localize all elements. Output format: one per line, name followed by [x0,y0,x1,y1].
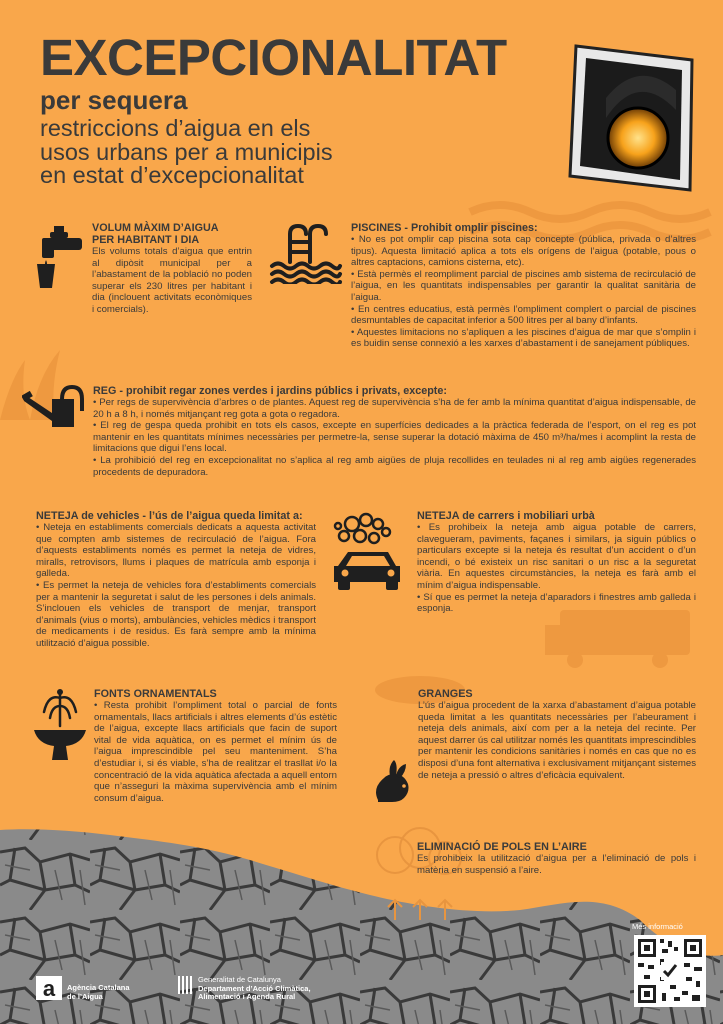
vehicles-item: • Es permet la neteja de vehicles fora d’establiments comercials per a mantenir la seguretat i salut de les persones i dels animals. S’inclouen els vehicles de transport de menjar, transport d’animals (vius o morts), ambulàncies, vehicles mèdics i transport de medicaments i de residus. Es farà sempre amb la mínima utilització d’aigua possible. [36,579,316,649]
aca-line: de l’Aigua [67,991,103,1001]
qr-code-icon[interactable] [634,935,706,1007]
section-vehicles [36,510,316,650]
generalitat-logo-icon [178,976,192,994]
vehicles-title: NETEJA de vehicles - l’ús de l’aigua queda limitat a: [36,510,303,522]
granges-title: GRANGES [418,688,473,700]
carrers-item: • Es prohibeix la neteja amb aigua potable de carrers, clavegueram, paviments, façanes i similars, ja siguin públics o particulars excepte si la neteja és resultat d’un accident o d’un incendi, o bé existeix un risc sanitari o un risc a la seguretat viària. En aquestes circumstàncies, la neteja es farà amb el mínim d’aigua indispensable. [417,522,696,591]
section-volum [92,222,252,316]
traffic-light-icon [566,40,701,200]
reg-text [93,397,696,478]
piscines-title: PISCINES - Prohibit omplir piscines: [351,222,538,234]
piscines-item: • En centres educatius, està permès l’ompliment complert o parcial de piscines desmuntables de capacitat inferior a 500 litres per al bany d’infants. [351,303,696,327]
fonts-title: FONTS ORNAMENTALS [94,688,217,700]
rabbit-icon [368,758,414,804]
carrers-text [417,522,696,615]
gencat-name [198,976,311,1002]
section-fonts [94,688,337,804]
vehicles-text [36,522,316,650]
piscines-text [351,234,696,350]
piscines-item: • Està permès el reompliment parcial de piscines amb sistema de recirculació de l’aigua, en les quantitats indispensables per garantir la qualitat sanitària de l’aigua. [351,268,696,303]
svg-text:a: a [42,976,56,1001]
gencat-line: Generalitat de Catalunya [198,975,281,984]
pols-text: Es prohibeix la utilització d’aigua per a l’eliminació de pols i matèria en suspensió a l’aire. [417,853,696,876]
section-reg [93,385,696,478]
reg-title: REG - prohibit regar zones verdes i jardins públics i privats, excepte: [93,385,447,397]
volum-text: Els volums totals d’aigua que entrin al dipòsit municipal per a l’abastament de la població no poden superar els 230 litres per habitant i dia (inclouent activitats econòmiques i comercials). [92,246,252,315]
page-title: EXCEPCIONALITAT [40,29,507,86]
reg-item: • La prohibició del reg en excepcionalitat no s’aplica al reg amb aigües de pluja recollides en teulades ni al reg amb aigües regenerades procedents de depuradora. [93,454,696,478]
gencat-line: Alimentació i Agenda Rural [198,992,296,1001]
vehicles-item: • Neteja en establiments comercials dedicats a aquesta activitat que compten amb sistemes de recirculació de l’aigua. Fora d’aquests establiments només es permet la neteja de vidres, miralls, retrovisors, llums i plaques de matrícula amb esponja i galleda. [36,522,316,580]
volum-title-line: PER HABITANT I DIA [92,234,200,246]
carrers-title: NETEJA de carrers i mobiliari urbà [417,510,595,522]
car-wash-icon [330,510,405,592]
fountain-icon [30,686,90,764]
section-piscines [351,222,696,350]
fonts-text: • Resta prohibit l’ompliment total o parcial de fonts ornamentals, llacs artificials i altres elements d’ús estètic de l’aigua, excepte llacs artificials que facin de suport vital de vida aquàtica, on es permet el mínim ús de l’aigua imprescindible pel seu manteniment. S’ha d’estudiar i, si és viable, s’ha de realitzar el trasllat i/o la concentració de la vida aquàtica afectada a aquell entorn que n’asseguri la màxima supervivència amb el mínim consum d’aigua. [94,700,337,804]
header-line: restriccions d’aigua en els [40,115,311,141]
tap-icon [32,224,87,292]
section-carrers [417,510,696,615]
aca-logo-icon [36,976,62,1004]
piscines-item: • No es pot omplir cap piscina sota cap concepte (pública, privada o d’altres tipus). Aquesta limitació aplica a tots els orígens de l’aigua (potable, pous o altres captacions, camions cisterna, etc). [351,234,696,269]
header-line: usos urbans per a municipis [40,138,333,165]
header-lines [40,117,333,188]
aca-name [67,984,130,1001]
reg-item: • Per regs de supervivència d’arbres o de plantes. Aquest reg de supervivència s’ha de fer amb la mínima quantitat d’aigua indispensable, de 20 h a 8 h, i només mitjançant reg gota a gota o regadora. [93,397,696,420]
piscines-item: • Aquestes limitacions no s’apliquen a les piscines d’aigua de mar que s’omplin i es buidin sense connexió a les xarxes d’abastament i de sanejament públiques. [351,326,696,350]
section-pols [417,841,696,876]
aca-line: Agència Catalana [67,983,130,992]
header-line: en estat d’excepcionalitat [40,162,304,188]
carrers-item: • Sí que es permet la neteja d’aparadors i finestres amb galleda i esponja. [417,591,696,615]
pols-title: ELIMINACIÓ DE POLS EN L’AIRE [417,841,587,853]
page-subtitle: per sequera [40,85,188,115]
more-info-label: Més informació [632,922,683,931]
section-granges [418,688,696,781]
granges-text: L’ús d’aigua procedent de la xarxa d’abastament d’aigua potable queda limitat a les quantitats necessàries per l’abeurament i neteja dels animals, així com per a la neteja del recinte. Per aquest darrer ús cal utilitzar només les quantitats imprescindibles per mantenir les condicions sanitàries i només en cas que no es disposi d’una font alternativa i exclusivament mitjançant sistemes de neteja a pressió o altres d’eficàcia equivalent. [418,700,696,781]
reg-item: • El reg de gespa queda prohibit en tots els casos, excepte en superfícies dedicades a la pràctica federada de l’esport, on el reg es pot mantenir en les quantitats mínimes necessàries per permetre-la, sense superar la dotació màxima de 450 m³/ha/mes i acomplint la resta de limitacions que digui l’ens local. [93,420,696,455]
volum-title-line: VOLUM MÀXIM D’AIGUA [92,222,219,234]
swimming-pool-icon [268,222,343,284]
watering-can-icon [22,383,87,431]
gencat-line: Departament d’Acció Climàtica, [198,983,311,993]
